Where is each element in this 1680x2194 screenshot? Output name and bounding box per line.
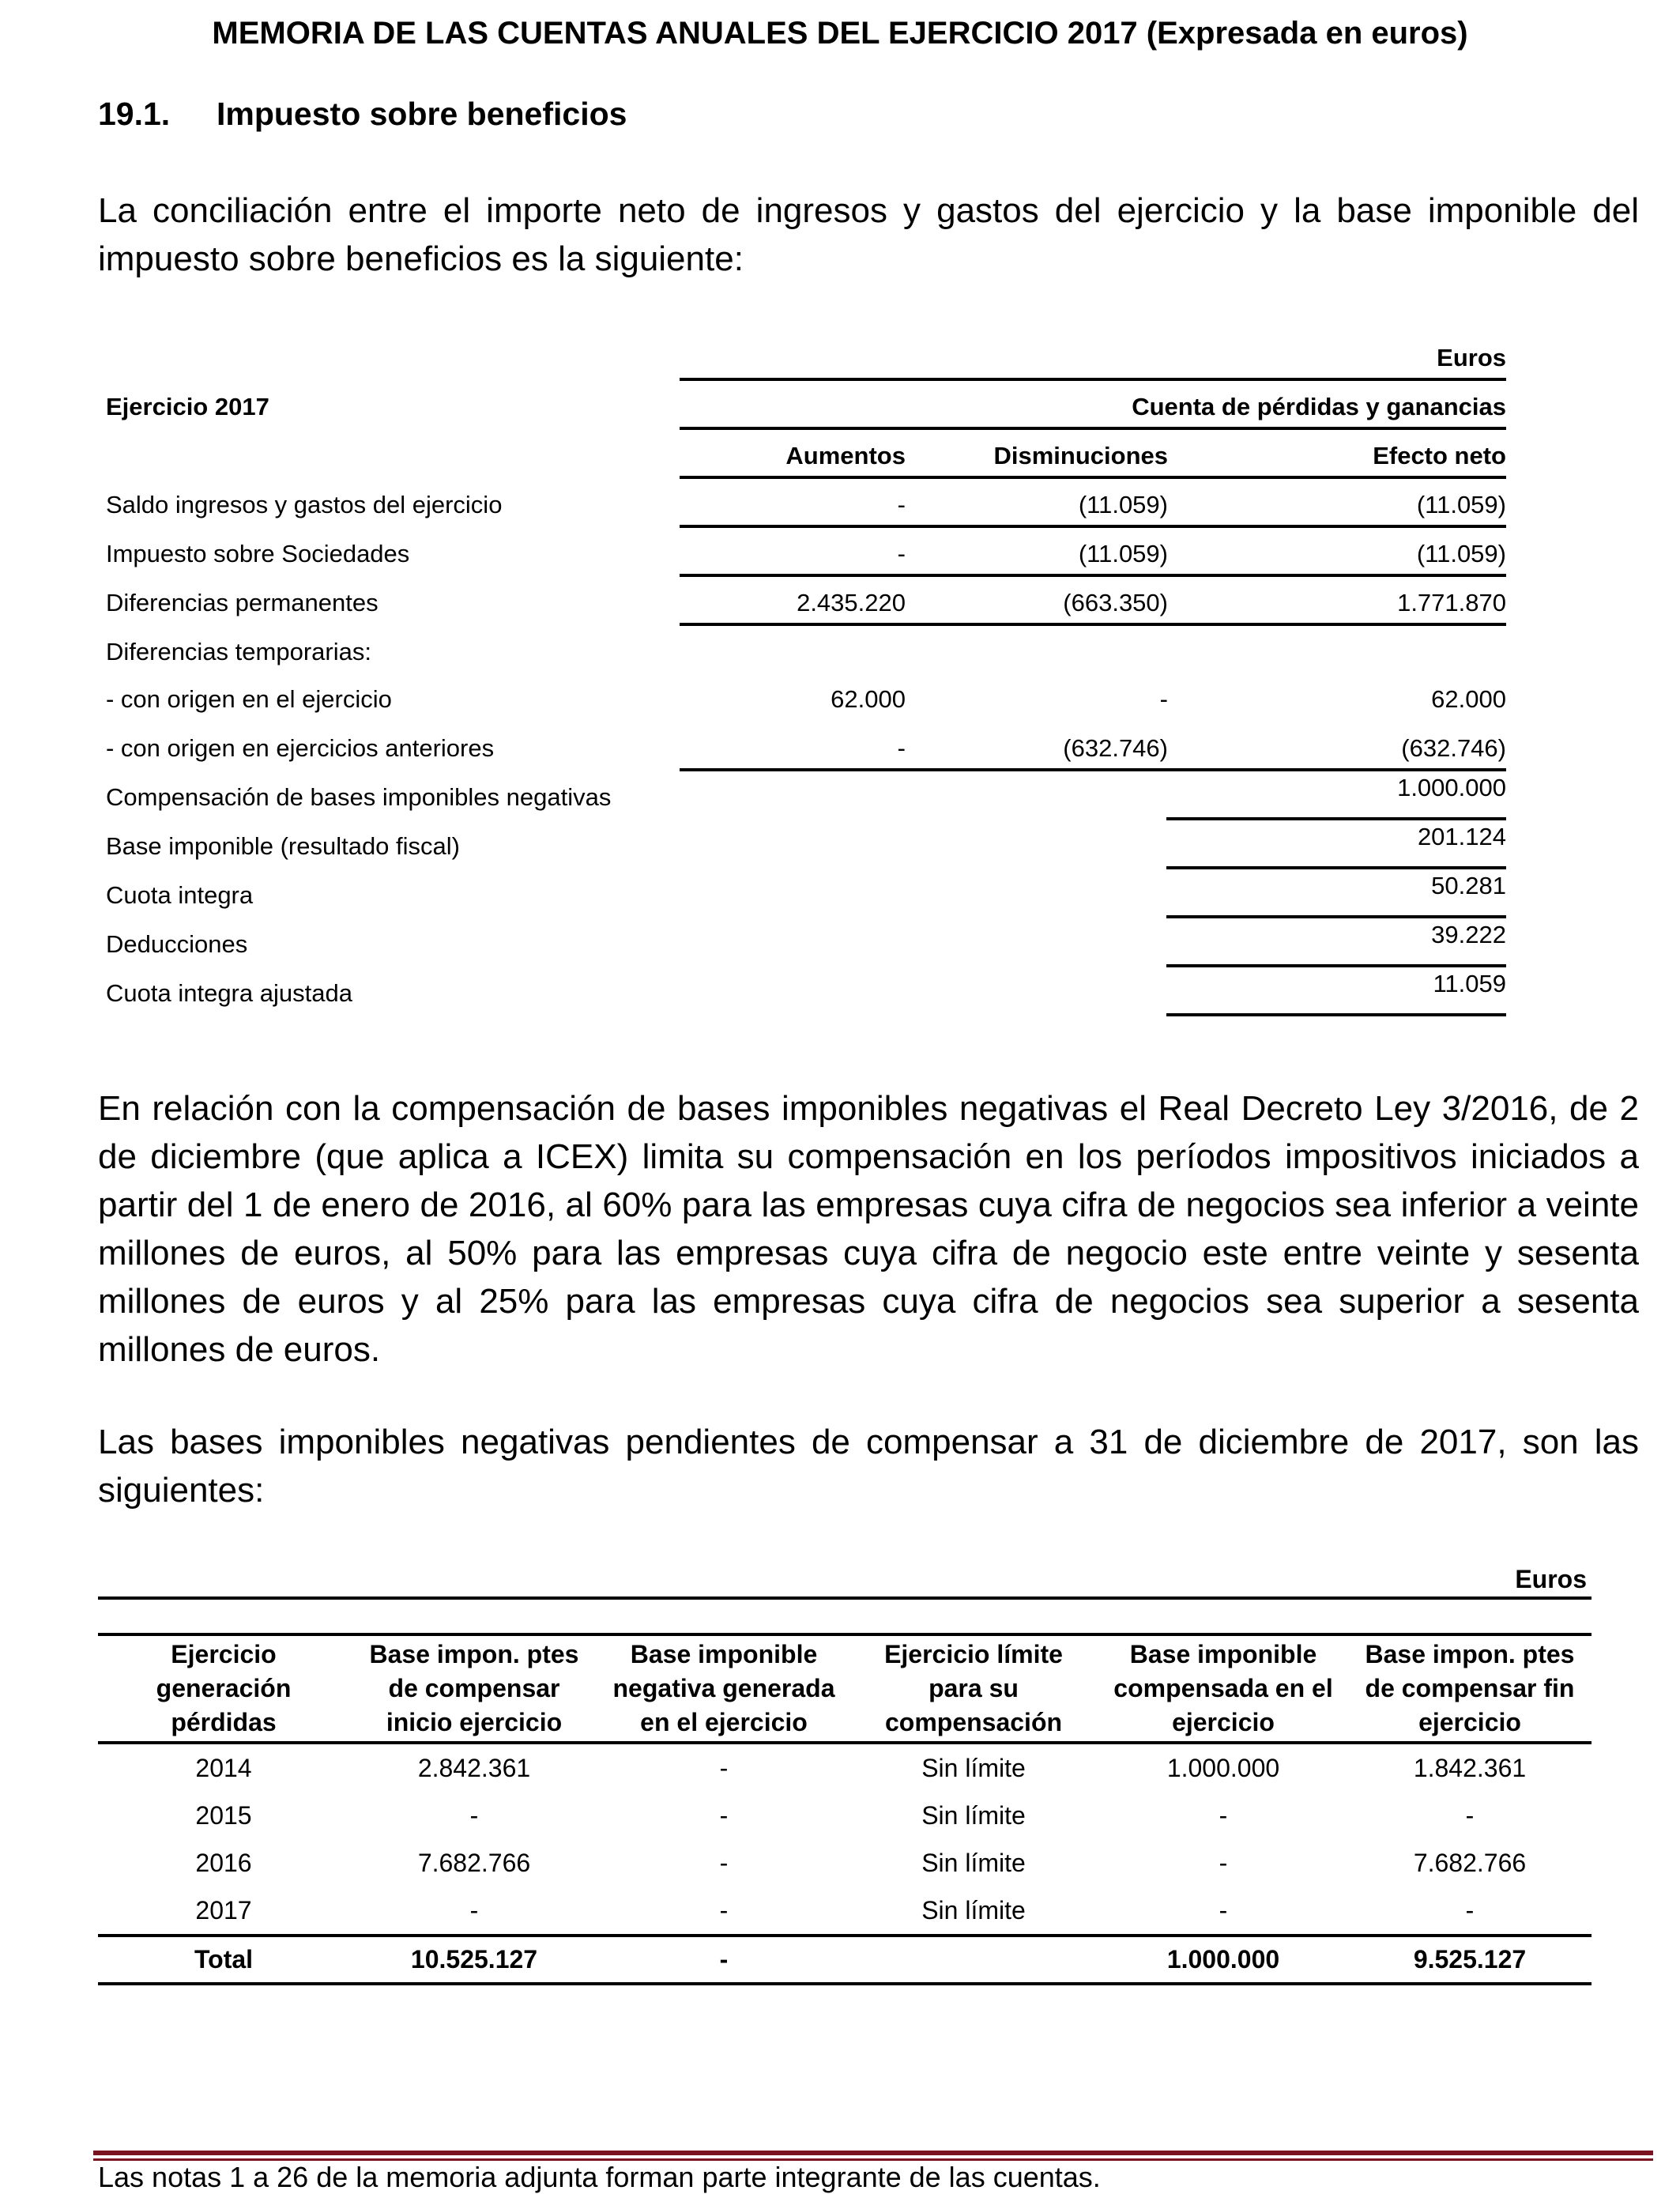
table-cell: -: [1219, 1848, 1228, 1877]
table-cell: 1.842.361: [1413, 1753, 1527, 1782]
table-cell: Sin límite: [921, 1800, 1026, 1830]
table-row: [98, 1792, 1591, 1839]
table-rule: [680, 476, 1506, 479]
section-title: Impuesto sobre beneficios: [217, 96, 627, 132]
table-rule: [1166, 1013, 1506, 1016]
table-cell: 2015: [195, 1800, 252, 1830]
table-cell: -: [469, 1800, 479, 1830]
section-heading: [98, 92, 627, 136]
pending-bases-table: [98, 1634, 1591, 1985]
group-header: Cuenta de pérdidas y ganancias: [1132, 393, 1506, 420]
table-cell: -: [719, 1895, 729, 1924]
summary-value: 50.281: [1431, 872, 1506, 899]
total-cell: 10.525.127: [349, 1936, 599, 1984]
table-cell: 1.000.000: [1166, 1753, 1280, 1782]
row-label: - con origen en ejercicios anteriores: [106, 734, 495, 762]
cell-efecto-neto: (11.059): [1416, 540, 1506, 567]
table-cell: -: [1465, 1800, 1475, 1830]
table-rule: [98, 1596, 1591, 1600]
summary-value: 39.222: [1431, 921, 1506, 948]
compensation-paragraph: En relación con la compensación de bases imponibles negativas el Real Decreto Ley 3/2016, de 2 de diciembre (que aplica a ICEX) limita su compensación en los períodos impositivos iniciados a partir del 1 de enero de 2016, al 60% para las empresas cuya cifra de negocios sea inferior a veinte millones de euros, al 50% para las empresas cuya cifra de negocio este entre veinte y sesenta millones de euros y al 25% para las empresas cuya cifra de negocios sea superior a sesenta millones de euros.: [98, 1089, 1639, 1369]
table-rule: [680, 378, 1506, 381]
cell-disminuciones: (632.746): [1063, 734, 1168, 762]
summary-value: 11.059: [1433, 970, 1506, 997]
section-number: 19.1.: [98, 96, 171, 132]
row-label: Saldo ingresos y gastos del ejercicio: [106, 491, 503, 518]
column-header-base-inicio: Base impon. ptes de compensar inicio ejercicio: [369, 1640, 579, 1736]
summary-label: Base imponible (resultado fiscal): [106, 832, 460, 860]
row-label: Diferencias permanentes: [106, 589, 379, 616]
table-row: [98, 1887, 1591, 1936]
footer-note: Las notas 1 a 26 de la memoria adjunta forman parte integrante de las cuentas.: [98, 2161, 1101, 2193]
cell-disminuciones: -: [1159, 685, 1168, 713]
column-header-ejercicio: Ejercicio generación pérdidas: [156, 1640, 292, 1736]
summary-label: Deducciones: [106, 930, 248, 958]
table-rule: [1166, 866, 1506, 869]
table-rule: [680, 525, 1506, 528]
table-cell: -: [1219, 1895, 1228, 1924]
table-cell: 7.682.766: [1413, 1848, 1527, 1877]
table-cell: -: [1219, 1800, 1228, 1830]
row-header: Ejercicio 2017: [106, 393, 269, 420]
summary-label: Compensación de bases imponibles negativas: [106, 783, 612, 811]
table-cell: Sin límite: [921, 1895, 1026, 1924]
cell-aumentos: -: [897, 491, 906, 518]
table-cell: -: [469, 1895, 479, 1924]
column-header-efecto-neto: Efecto neto: [1373, 442, 1506, 469]
intro-paragraph: La conciliación entre el importe neto de ingresos y gastos del ejercicio y la base imponible del impuesto sobre beneficios es la siguiente:: [98, 191, 1639, 278]
table-rule: [680, 574, 1506, 577]
column-header-base-fin: Base impon. ptes de compensar fin ejercicio: [1365, 1640, 1575, 1736]
column-header-aumentos: Aumentos: [785, 442, 906, 469]
table-rule: [1166, 915, 1506, 918]
table-rule: [680, 768, 1506, 771]
table-rule: [680, 427, 1506, 430]
column-header-disminuciones: Disminuciones: [993, 442, 1168, 469]
total-cell: -: [599, 1936, 849, 1984]
table-cell: -: [719, 1800, 729, 1830]
column-header-base-compensada: Base imponible compensada en el ejercicio: [1113, 1640, 1333, 1736]
table-cell: 2014: [195, 1753, 252, 1782]
table-cell: -: [1465, 1895, 1475, 1924]
table-rule: [1166, 817, 1506, 820]
column-header-base-generada: Base imponible negativa generada en el ejercicio: [612, 1640, 835, 1736]
table-header-row: [98, 1634, 1591, 1743]
cell-aumentos: 2.435.220: [797, 589, 906, 616]
column-header-limite: Ejercicio límite para su compensación: [884, 1640, 1063, 1736]
summary-value: 201.124: [1417, 823, 1506, 850]
total-label: Total: [98, 1936, 349, 1984]
row-label: Diferencias temporarias:: [106, 638, 371, 665]
table-cell: 2017: [195, 1895, 252, 1924]
cell-disminuciones: (663.350): [1063, 589, 1168, 616]
table-cell: 2016: [195, 1848, 252, 1877]
row-label: Impuesto sobre Sociedades: [106, 540, 410, 567]
row-label: - con origen en el ejercicio: [106, 685, 392, 713]
cell-aumentos: -: [897, 540, 906, 567]
unit-label: Euros: [1437, 344, 1506, 371]
table-rule: [1166, 964, 1506, 967]
cell-efecto-neto: (11.059): [1416, 491, 1506, 518]
cell-disminuciones: (11.059): [1078, 491, 1168, 518]
table-rule: [680, 623, 1506, 626]
pending-bases-paragraph: Las bases imponibles negativas pendientes de compensar a 31 de diciembre de 2017, son las siguientes:: [98, 1423, 1639, 1510]
cell-efecto-neto: 62.000: [1431, 685, 1506, 713]
total-cell: [849, 1936, 1098, 1984]
total-row: [98, 1936, 1591, 1984]
table-cell: Sin límite: [921, 1848, 1026, 1877]
table-cell: 2.842.361: [417, 1753, 531, 1782]
table-cell: -: [719, 1753, 729, 1782]
unit-label: Euros: [1515, 1565, 1587, 1593]
cell-disminuciones: (11.059): [1078, 540, 1168, 567]
table-cell: -: [719, 1848, 729, 1877]
footer-rule: [93, 2151, 1653, 2155]
summary-label: Cuota integra ajustada: [106, 979, 352, 1007]
table-row: [98, 1743, 1591, 1792]
cell-efecto-neto: (632.746): [1401, 734, 1506, 762]
table-row: [98, 1839, 1591, 1887]
cell-efecto-neto: 1.771.870: [1397, 589, 1506, 616]
summary-value: 1.000.000: [1397, 774, 1506, 801]
table-cell: Sin límite: [921, 1753, 1026, 1782]
total-cell: 1.000.000: [1098, 1936, 1348, 1984]
page-header-title: MEMORIA DE LAS CUENTAS ANUALES DEL EJERCICIO 2017 (Expresada en euros): [212, 16, 1468, 51]
cell-aumentos: 62.000: [831, 685, 906, 713]
cell-aumentos: -: [897, 734, 906, 762]
summary-label: Cuota integra: [106, 881, 254, 909]
table-cell: 7.682.766: [417, 1848, 531, 1877]
total-cell: 9.525.127: [1348, 1936, 1591, 1984]
